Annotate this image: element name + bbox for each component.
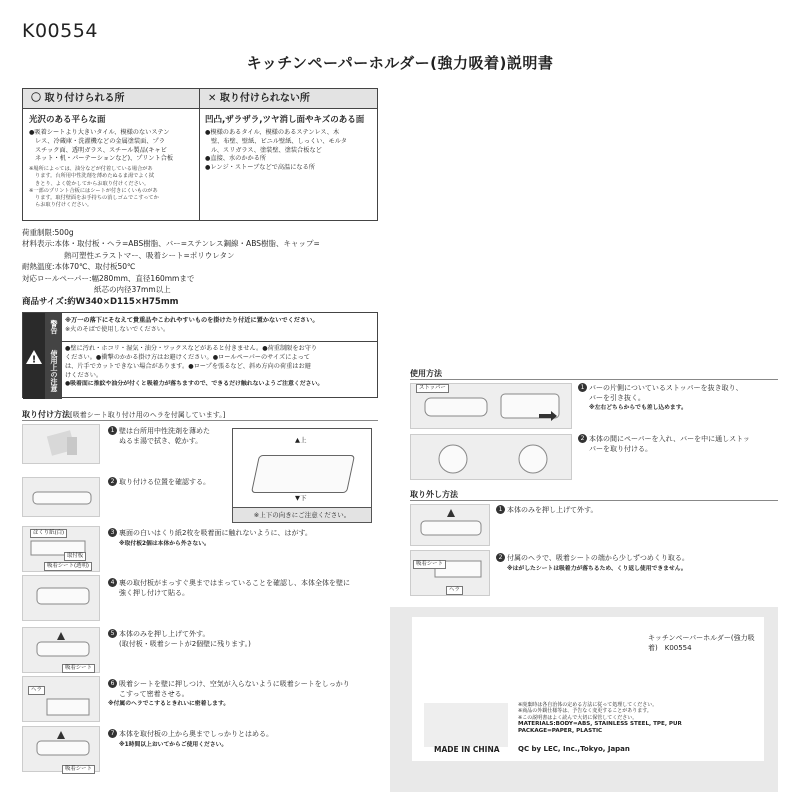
orientation-diagram (232, 428, 372, 523)
mountable-note: きとり、よく乾かしてからお取り付けください。 (35, 180, 150, 187)
not-mountable-item: ル、スリガラス、塗装壁、塗装合板など (211, 146, 322, 154)
up-label: ▲上 (295, 436, 307, 444)
install-step: 5 本体のみを押し上げて外す。 (取付板・吸着シートが2個壁に残ります。) (108, 629, 251, 649)
tag-suction-sheet: 吸着シート (62, 765, 95, 774)
install-section-heading: 取り付け方法[吸着シート取り付け用のヘラを付属しています。] (22, 410, 226, 419)
step2-illustration (22, 477, 100, 517)
install-step: 2 取り付ける位置を確認する。 (108, 477, 210, 488)
package-label (390, 607, 778, 792)
label-note: ※廃棄時は各自治体の定める方法に従って処理してください。 (518, 702, 658, 708)
mountable-item: ネット・机・パーテーションなど)、プリント合板 (35, 155, 174, 163)
not-mountable-item: 壁、布壁、壁紙、ビニル壁紙、しっくい、モルタ (211, 137, 347, 145)
warning-label: 警告 (45, 313, 62, 341)
step6-illustration (22, 676, 100, 722)
caution-text: ●吸着面に推紋や油分が付くと吸着力が落ちますので、できるだけ触れないようご注意ください。 (65, 381, 324, 387)
barcode-placeholder (424, 703, 508, 747)
install-step: 4 裏の取付板がまっすぐ奥まではまっていることを確認し、本体全体を壁に 強く押し付けて貼る。 (108, 578, 350, 598)
tag-peel-paper: はくり紙(白) (30, 529, 67, 538)
removal-step1-illustration (410, 504, 490, 546)
product-code: K00554 (22, 20, 98, 42)
label-package: PACKAGE=PAPER, PLASTIC (518, 727, 603, 734)
page-title: キッチンペーパーホルダー(強力吸着)説明書 (246, 54, 554, 72)
mountable-note: ります。台所用中性洗剤を薄めたぬるま湯でよく拭 (35, 173, 154, 180)
mountable-item: スチック面、透明ガラス、スチール製品(キャビ (35, 146, 167, 154)
mountable-subheading: 光沢のある平らな面 (29, 115, 106, 125)
step1-illustration (22, 424, 100, 464)
spec-size: 商品サイズ:約W340×D115×H75mm (22, 297, 179, 308)
usage-step: 1 バーの片側についているストッパーを抜き取り、 バーを引き抜く。 ※左右どちらからでも差し込めます。 (578, 383, 743, 413)
tag-mount-plate: 取付板 (64, 552, 86, 561)
warning-text: ※万一の落下にそなえて貴重品やこわれやすいものを掛けたり付近に置かないでください。 (65, 317, 319, 324)
install-step: 6 吸着シートを壁に押しつけ、空気が入らないように吸着シートをしっかり こすって密着させる。 ※付属のヘラでこするときれいに密着します。 (108, 680, 350, 707)
removal-step: 2 付属のヘラで、吸着シートの端から少しずつめくり取る。 ※はがしたシートは吸着力が落ちるため、くり返し使用できません。 (496, 553, 689, 573)
down-label: ▼下 (295, 494, 307, 502)
mountable-note: ります。取付壁面をお手持ちの消しゴムでこすってか (35, 195, 159, 201)
spec-material: 材料表示:本体・取付板・ヘラ=ABS樹脂、バー=ステンレス鋼線・ABS樹脂、キャップ= (22, 239, 320, 249)
mountable-note: ※場所によっては、油分などが付着している場合があ (29, 166, 153, 173)
spec-load: 荷重制限:500g (22, 228, 74, 237)
warning-text: ※火のそばで使用しないでください。 (65, 326, 170, 333)
install-step: 3 裏面の白いはくり紙2枚を吸着面に触れないように、はがす。 ※取付板2個は本体から外さない。 (108, 528, 312, 548)
caution-text: ●壁に汚れ・ホコリ・湿気・油分・ワックスなどがあると付きません。●荷重制限をお守り (65, 345, 318, 352)
specifications (22, 227, 382, 309)
not-mountable-item: ●直接、水のかかる所 (205, 155, 267, 163)
tag-stopper: ストッパー (416, 384, 449, 393)
usage-step2-illustration (410, 434, 572, 480)
mountable-column (29, 113, 195, 209)
not-mountable-heading: ✕ 取り付けられない所 (200, 89, 377, 109)
qc-text: QC by LEC, Inc.,Tokyo, Japan (518, 745, 630, 753)
spec-roll-cont: 紙芯の内径37mm以上 (94, 285, 171, 295)
usage-heading: 使用方法 (410, 369, 442, 378)
caution-label: 使用上の注意 (45, 342, 62, 399)
removal-heading: 取り外し方法 (410, 490, 458, 499)
spec-roll: 対応ロールペーパー:幅280mm、直径160mmまで (22, 273, 195, 283)
tag-spatula: ヘラ (446, 586, 463, 595)
caution-text: けください。 (65, 372, 103, 379)
install-step: 1 壁は台所用中性洗剤を薄めた ぬるま湯で拭き、乾かす。 (108, 426, 210, 446)
tag-suction-sheet: 吸着シート(透明) (44, 562, 92, 571)
not-mountable-column (205, 113, 375, 173)
spec-material-cont: 熱可塑性エラストマー、吸着シート=ポリウレタン (64, 250, 235, 260)
removal-step: 1 本体のみを押し上げて外す。 (496, 505, 597, 516)
caution-text: ください。●衝撃のかかる掛け方はお避けください。●ロールペーパーのサイズによって (65, 354, 310, 361)
mountable-note: ※一部のプリント合板にはシートが付きにくいものがあ (29, 187, 158, 194)
svg-text:!: ! (31, 354, 37, 364)
mountable-item: ●吸着シートより大きいタイル、模様のないステン (29, 129, 170, 136)
orientation-caption: ※上下の向きにご注意ください。 (233, 507, 371, 522)
label-note: ※この説明書はよく読んで大切に保管してください。 (518, 714, 638, 721)
warning-box (22, 312, 378, 398)
mountable-item: レス、冷蔵庫・洗濯機などの金属塗装面、プラ (35, 137, 165, 145)
mount-locations-box (22, 88, 378, 221)
not-mountable-item: ●レンジ・ストーブなどで高温になる所 (205, 164, 315, 172)
usage-step: 2 本体の間にペーパーを入れ、バーを中に通しストッ パーを取り付ける。 (578, 434, 750, 454)
warning-icon (23, 313, 45, 399)
label-product-name: キッチンペーパーホルダー(強力吸着) K00554 (648, 634, 755, 652)
label-note: ※商品の外観仕様等は、予告なく変更することがあります。 (518, 708, 652, 715)
tag-suction-sheet: 吸着シート (62, 664, 95, 673)
label-materials: MATERIALS:BODY=ABS, STAINLESS STEEL, TPE, PUR (518, 721, 682, 728)
mountable-note: らお取り付けください。 (35, 202, 93, 209)
mountable-heading: 〇 取り付けられる所 (23, 89, 199, 109)
made-in-china: MADE IN CHINA (434, 745, 500, 754)
not-mountable-item: ●模様のあるタイル、模様のあるステンレス、木 (205, 129, 340, 136)
spec-heat: 耐熱温度:本体70℃、取付板50℃ (22, 262, 136, 272)
install-step: 7 本体を取付板の上から奥までしっかりとはめる。 ※1時間以上おいてからご使用ください。 (108, 729, 273, 749)
not-mountable-subheading: 凹凸,ザラザラ,ツヤ消し面やキズのある面 (205, 115, 365, 125)
tag-suction-sheet: 吸着シート (413, 560, 446, 569)
caution-text: は、片手でカットできない場合があります。●ロープを張るなど、斜め方向の荷重はお避 (65, 363, 311, 370)
tag-spatula: ヘラ (28, 686, 45, 695)
step4-illustration (22, 575, 100, 621)
